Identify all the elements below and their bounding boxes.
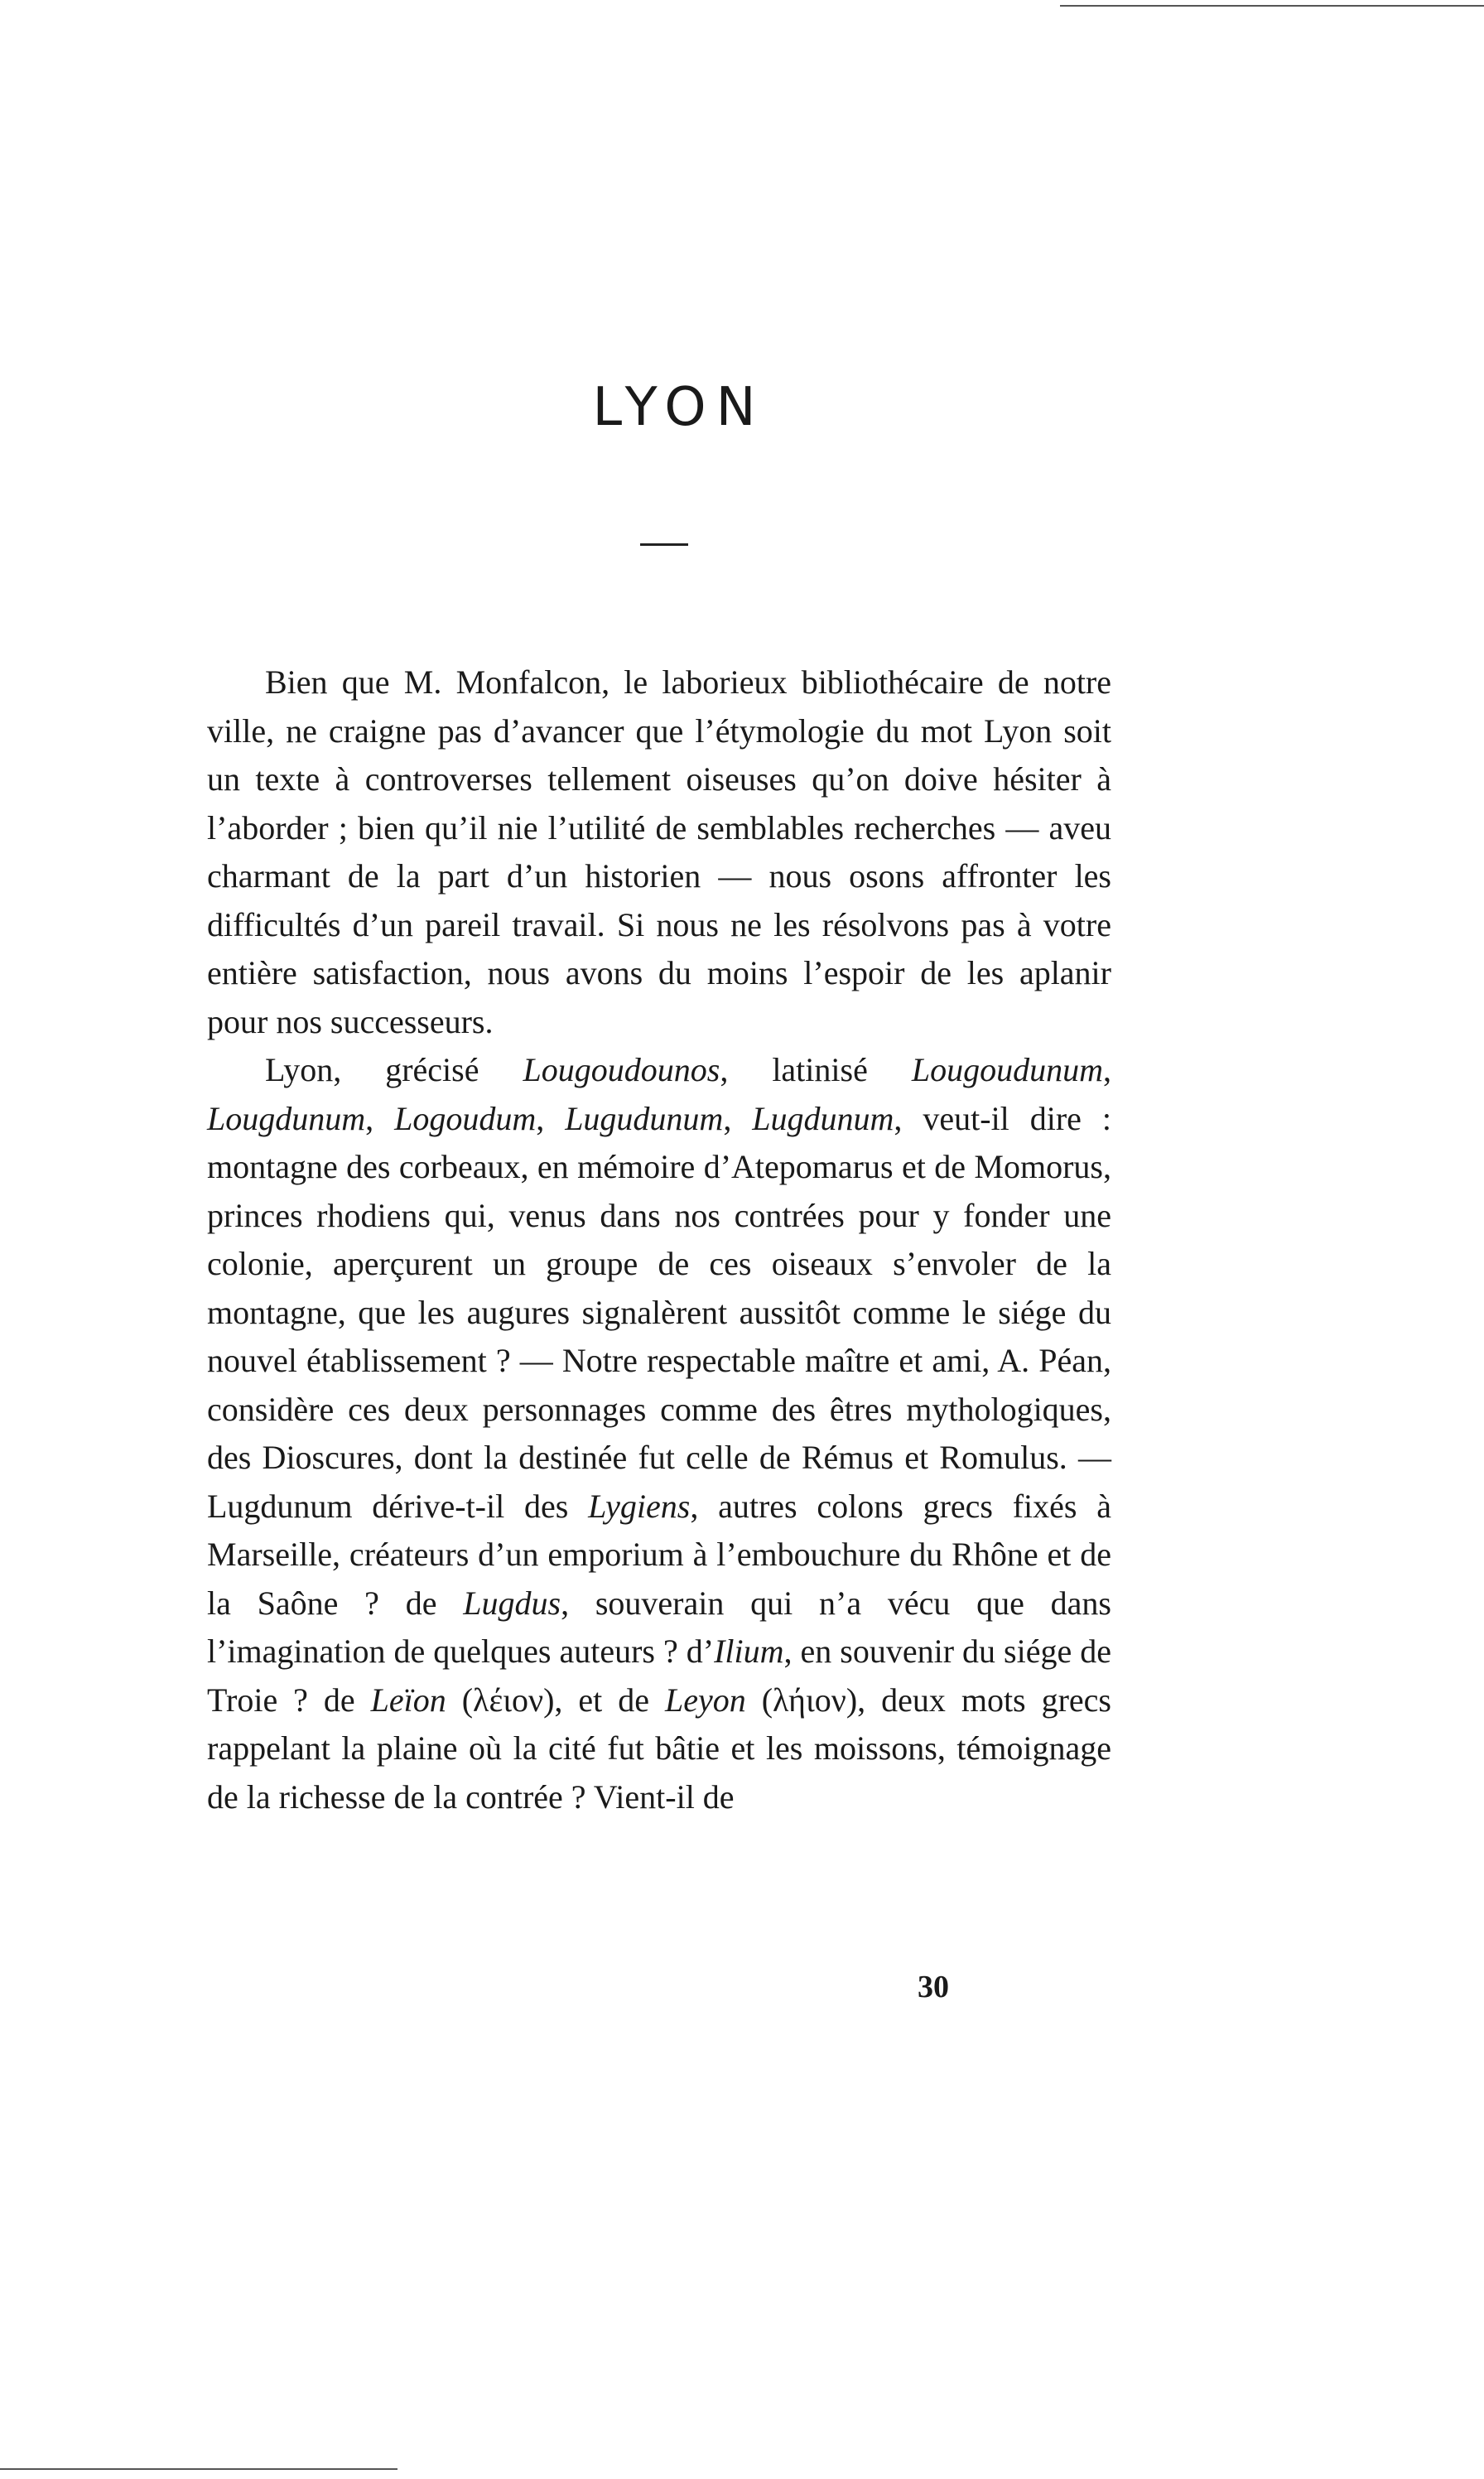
italic-term: Leïon: [370, 1681, 446, 1719]
paragraph-1: Bien que M. Monfalcon, le laborieux bibliothécaire de notre ville, ne craigne pas d’avancer que l’étymologie du mot Lyon soit un texte à controverses tellement oiseuses qu’on doive hésiter à l’aborder ; bien qu’il nie l’utilité de semblables recherches — aveu charmant de la part d’un historien — nous osons affronter les difficultés d’un pareil travail. Si nous ne les résolvons pas à votre entière satisfaction, nous avons du moins l’espoir de les aplanir pour nos successeurs.: [207, 663, 1111, 1040]
text-run: ,: [365, 1099, 395, 1137]
text-run: Lyon, grécisé: [265, 1051, 523, 1088]
italic-term: Lugdus: [463, 1584, 561, 1622]
italic-term: Lugudunum: [565, 1099, 724, 1137]
text-run: , souverain qui n’a vécu que dans l’imagination de quelques auteurs ? d’: [207, 1584, 1111, 1670]
text-run: ,: [723, 1099, 753, 1137]
paragraph-2: [207, 1046, 1111, 1821]
bottom-border-rule: [0, 2468, 398, 2470]
italic-term: Lougoudounos: [523, 1051, 720, 1088]
text-run: , en souvenir du siége de Troie ? de: [207, 1633, 1112, 1719]
text-run: , autres colons grecs fixés à Marseille, créateurs d’un emporium à l’embouchure du Rhône et de la Saône ? de: [207, 1487, 1112, 1622]
body-text: [207, 658, 1111, 1821]
text-run: (λήιον), deux mots grecs rappelant la plaine où la cité fut bâtie et les moissons, témoignage de la richesse de la contrée ? Vient-il de: [207, 1681, 1111, 1816]
text-run: (λέιον), et de: [446, 1681, 665, 1719]
text-run: ,: [536, 1099, 566, 1137]
title-separator-dash: [640, 543, 688, 546]
italic-term: Ilium: [714, 1633, 784, 1670]
italic-term: Lygiens: [588, 1487, 691, 1525]
page-number: 30: [918, 1970, 949, 2004]
text-run: ,: [1103, 1051, 1111, 1088]
page-title: LYON: [592, 377, 766, 438]
italic-term: Logoudum: [394, 1099, 537, 1137]
italic-term: Leyon: [664, 1681, 746, 1719]
italic-term: Lugdunum: [752, 1099, 894, 1137]
text-run: , veut-il dire : montagne des corbeaux, en mémoire d’Atepomarus et de Momorus, princes rhodiens qui, venus dans nos contrées pour y fonder une colonie, aperçurent un groupe de ces oiseaux s’envoler de la montagne, que les augures signalèrent aussitôt comme le siége du nouvel établissement ? — Notre respectable maître et ami, A. Péan, considère ces deux personnages comme des êtres mythologiques, des Dioscures, dont la destinée fut celle de Rémus et Romulus. — Lugdunum dérive-t-il des: [207, 1099, 1111, 1525]
text-run: , latinisé: [720, 1051, 912, 1088]
italic-term: Lougoudunum: [911, 1051, 1103, 1088]
italic-term: Lougdunum: [207, 1099, 366, 1137]
top-border-rule: [1060, 5, 1484, 7]
